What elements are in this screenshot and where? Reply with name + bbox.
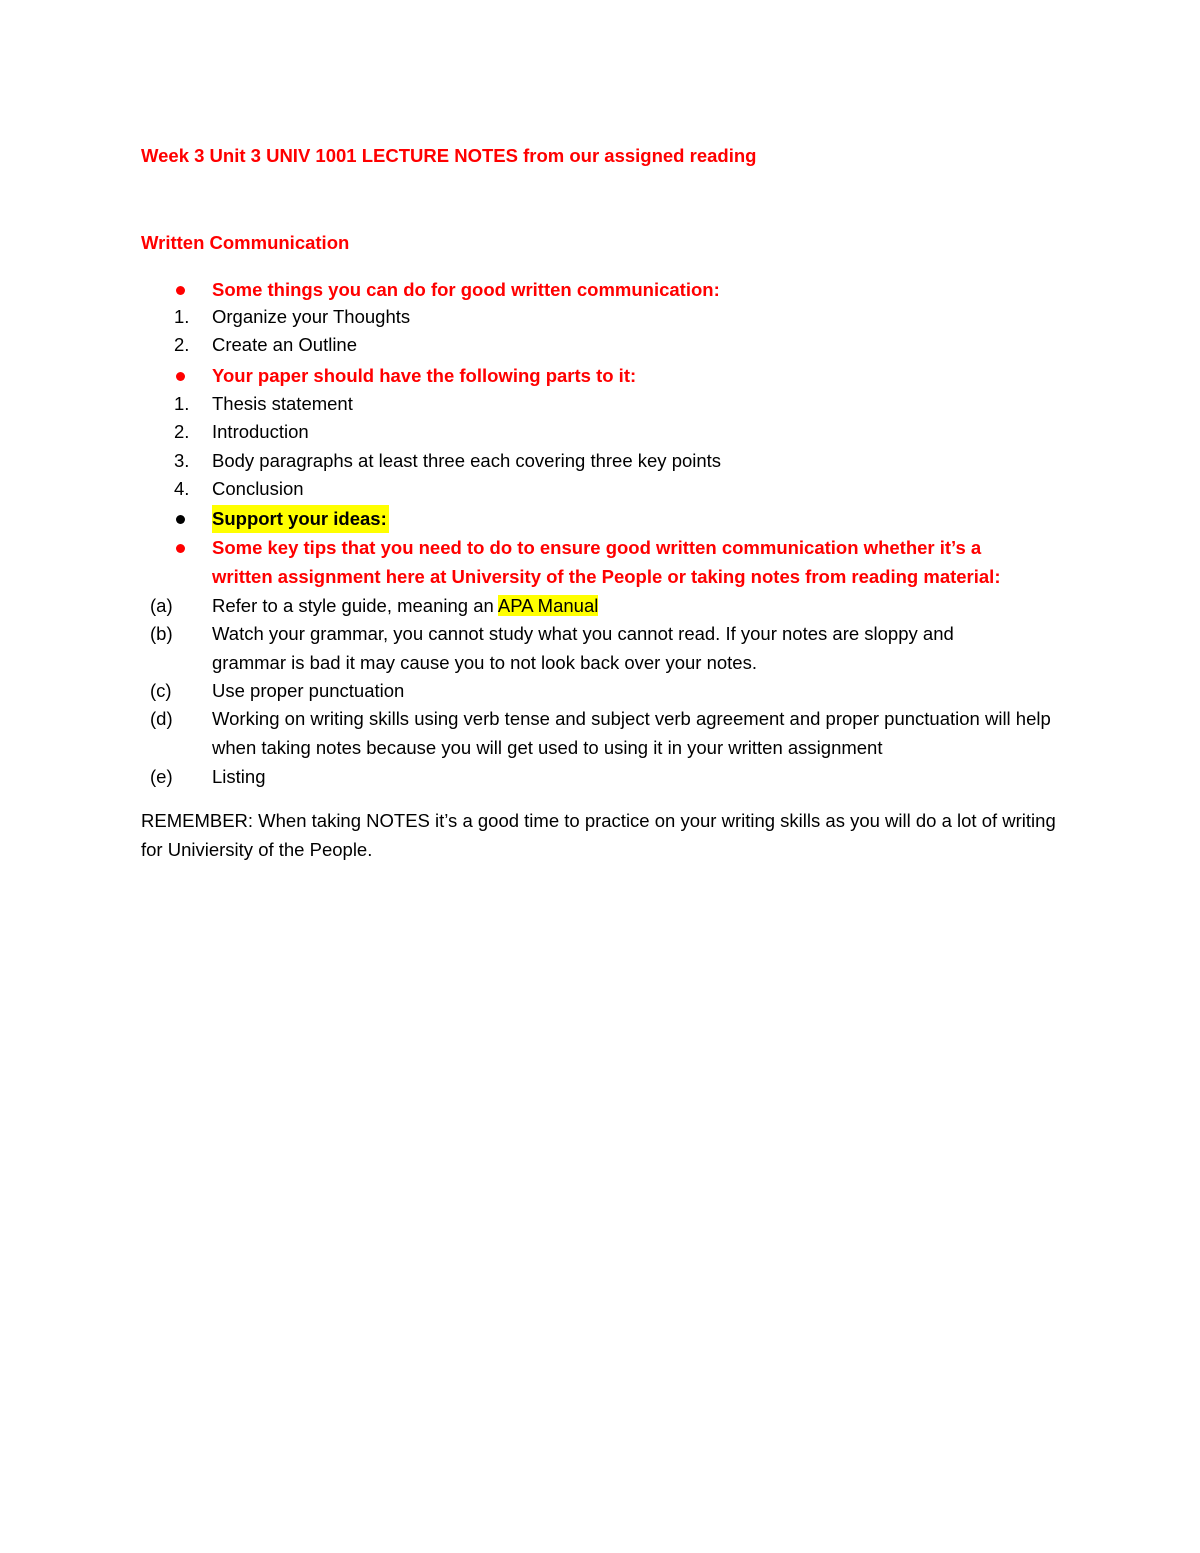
tip-text: Listing (212, 766, 266, 787)
section-heading: Written Communication (141, 232, 350, 253)
apa-manual-highlight: APA Manual (497, 595, 599, 616)
item-number: 1. (174, 306, 190, 327)
item-text: Create an Outline (212, 334, 358, 355)
item-letter: (c) (150, 680, 172, 701)
tip-text: Working on writing skills using verb tense and subject verb agreement and proper punctuation will help when taking notes because you will get used to using it in your written assignment (212, 708, 1051, 758)
item-text: Organize your Thoughts (212, 306, 411, 327)
item-number: 2. (174, 334, 190, 355)
item-text: Thesis statement (212, 393, 353, 414)
item-letter: (d) (150, 708, 173, 729)
item-letter: (b) (150, 623, 173, 644)
tip-text (212, 592, 1092, 621)
item-letter: (e) (150, 766, 173, 787)
tip-text: Watch your grammar, you cannot study what you cannot read. If your notes are sloppy and grammar is bad it may cause you to not look back over your notes. (212, 623, 954, 673)
bullet-icon (176, 544, 185, 553)
document-title: Week 3 Unit 3 UNIV 1001 LECTURE NOTES from our assigned reading (141, 145, 757, 166)
bullet-text-long: Some key tips that you need to do to ensure good written communication whether it’s a written assignment here at University of the People or taking notes from reading material: (212, 537, 1001, 587)
bullet-icon (176, 515, 185, 524)
item-number: 2. (174, 421, 190, 442)
bullet-text: Support your ideas: (212, 505, 389, 533)
item-number: 3. (174, 450, 190, 471)
item-text: Body paragraphs at least three each covering three key points (212, 450, 722, 471)
bullet-icon (176, 372, 185, 381)
bullet-text: Your paper should have the following parts to it: (212, 365, 637, 386)
bullet-text: Some things you can do for good written communication: (212, 279, 720, 300)
remember-paragraph: REMEMBER: When taking NOTES it’s a good time to practice on your writing skills as you will do a lot of writing for Univiersity of the People. (141, 810, 1056, 860)
item-number: 1. (174, 393, 190, 414)
tip-text: Use proper punctuation (212, 680, 405, 701)
item-number: 4. (174, 478, 190, 499)
item-text: Conclusion (212, 478, 304, 499)
bullet-icon (176, 286, 185, 295)
item-text: Introduction (212, 421, 309, 442)
tip-text-part: Refer to a style guide, meaning an (212, 595, 498, 616)
item-letter: (a) (150, 595, 173, 616)
